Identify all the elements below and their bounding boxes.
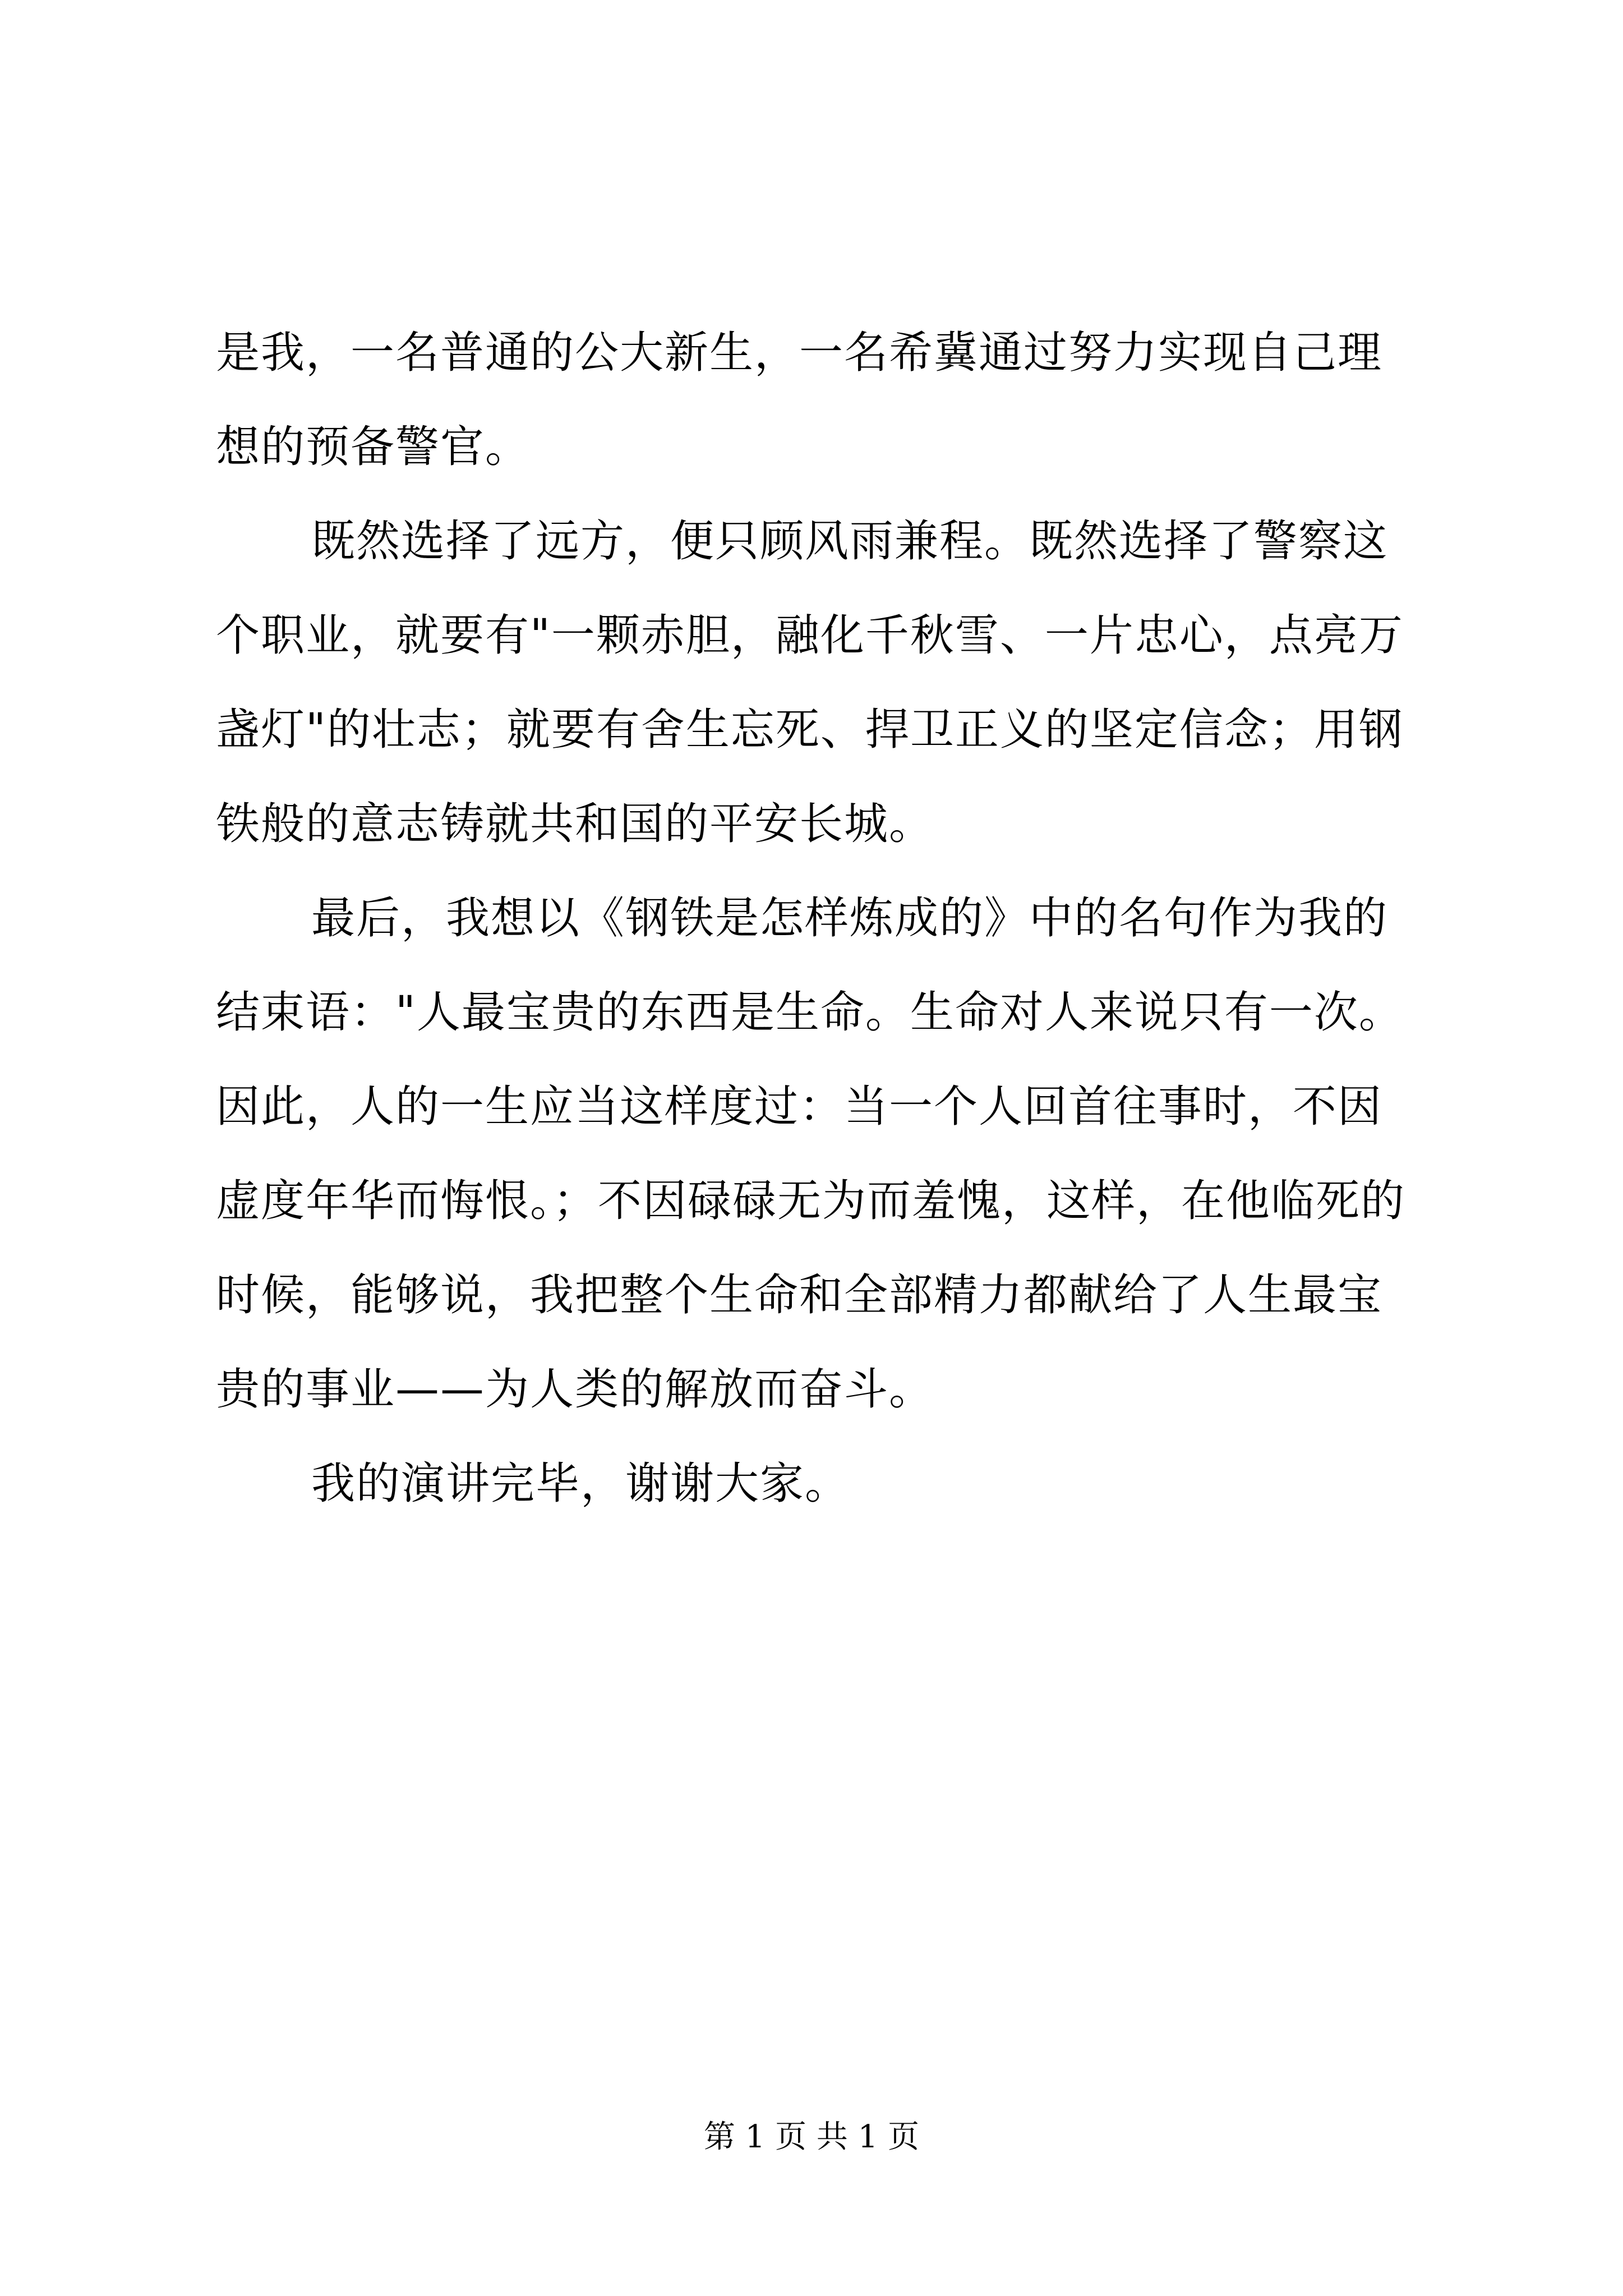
paragraph-continuation: 是我，一名普通的公大新生，一名希冀通过努力实现自己理想的预备警官。 (216, 328, 1383, 472)
paragraph-closing-quote: 最后，我想以《钢铁是怎样炼成的》中的名句作为我的结束语："人最宝贵的东西是生命。生命对人来说只有一次。因此，人的一生应当这样度过：当一个人回首往事时，不因虚度年华而悔恨。；不因碌碌无为而羞愧，这样，在他临死的时候，能够说，我把整个生命和全部精力都献给了人生最宝贵的事业——为人类的解放而奋斗。 (216, 893, 1406, 1415)
document-body (216, 306, 1422, 1531)
paragraph-thanks: 我的演讲完毕，谢谢大家。 (311, 1458, 850, 1509)
paragraph-profession: 既然选择了远方，便只顾风雨兼程。既然选择了警察这个职业，就要有"一颗赤胆，融化千秋雪、一片忠心，点亮万盏灯"的壮志；就要有舍生忘死、捍卫正义的坚定信念；用钢铁般的意志铸就共和国的平安长城。 (216, 516, 1404, 849)
page-footer: 第 1 页 共 1 页 (703, 2119, 920, 2155)
